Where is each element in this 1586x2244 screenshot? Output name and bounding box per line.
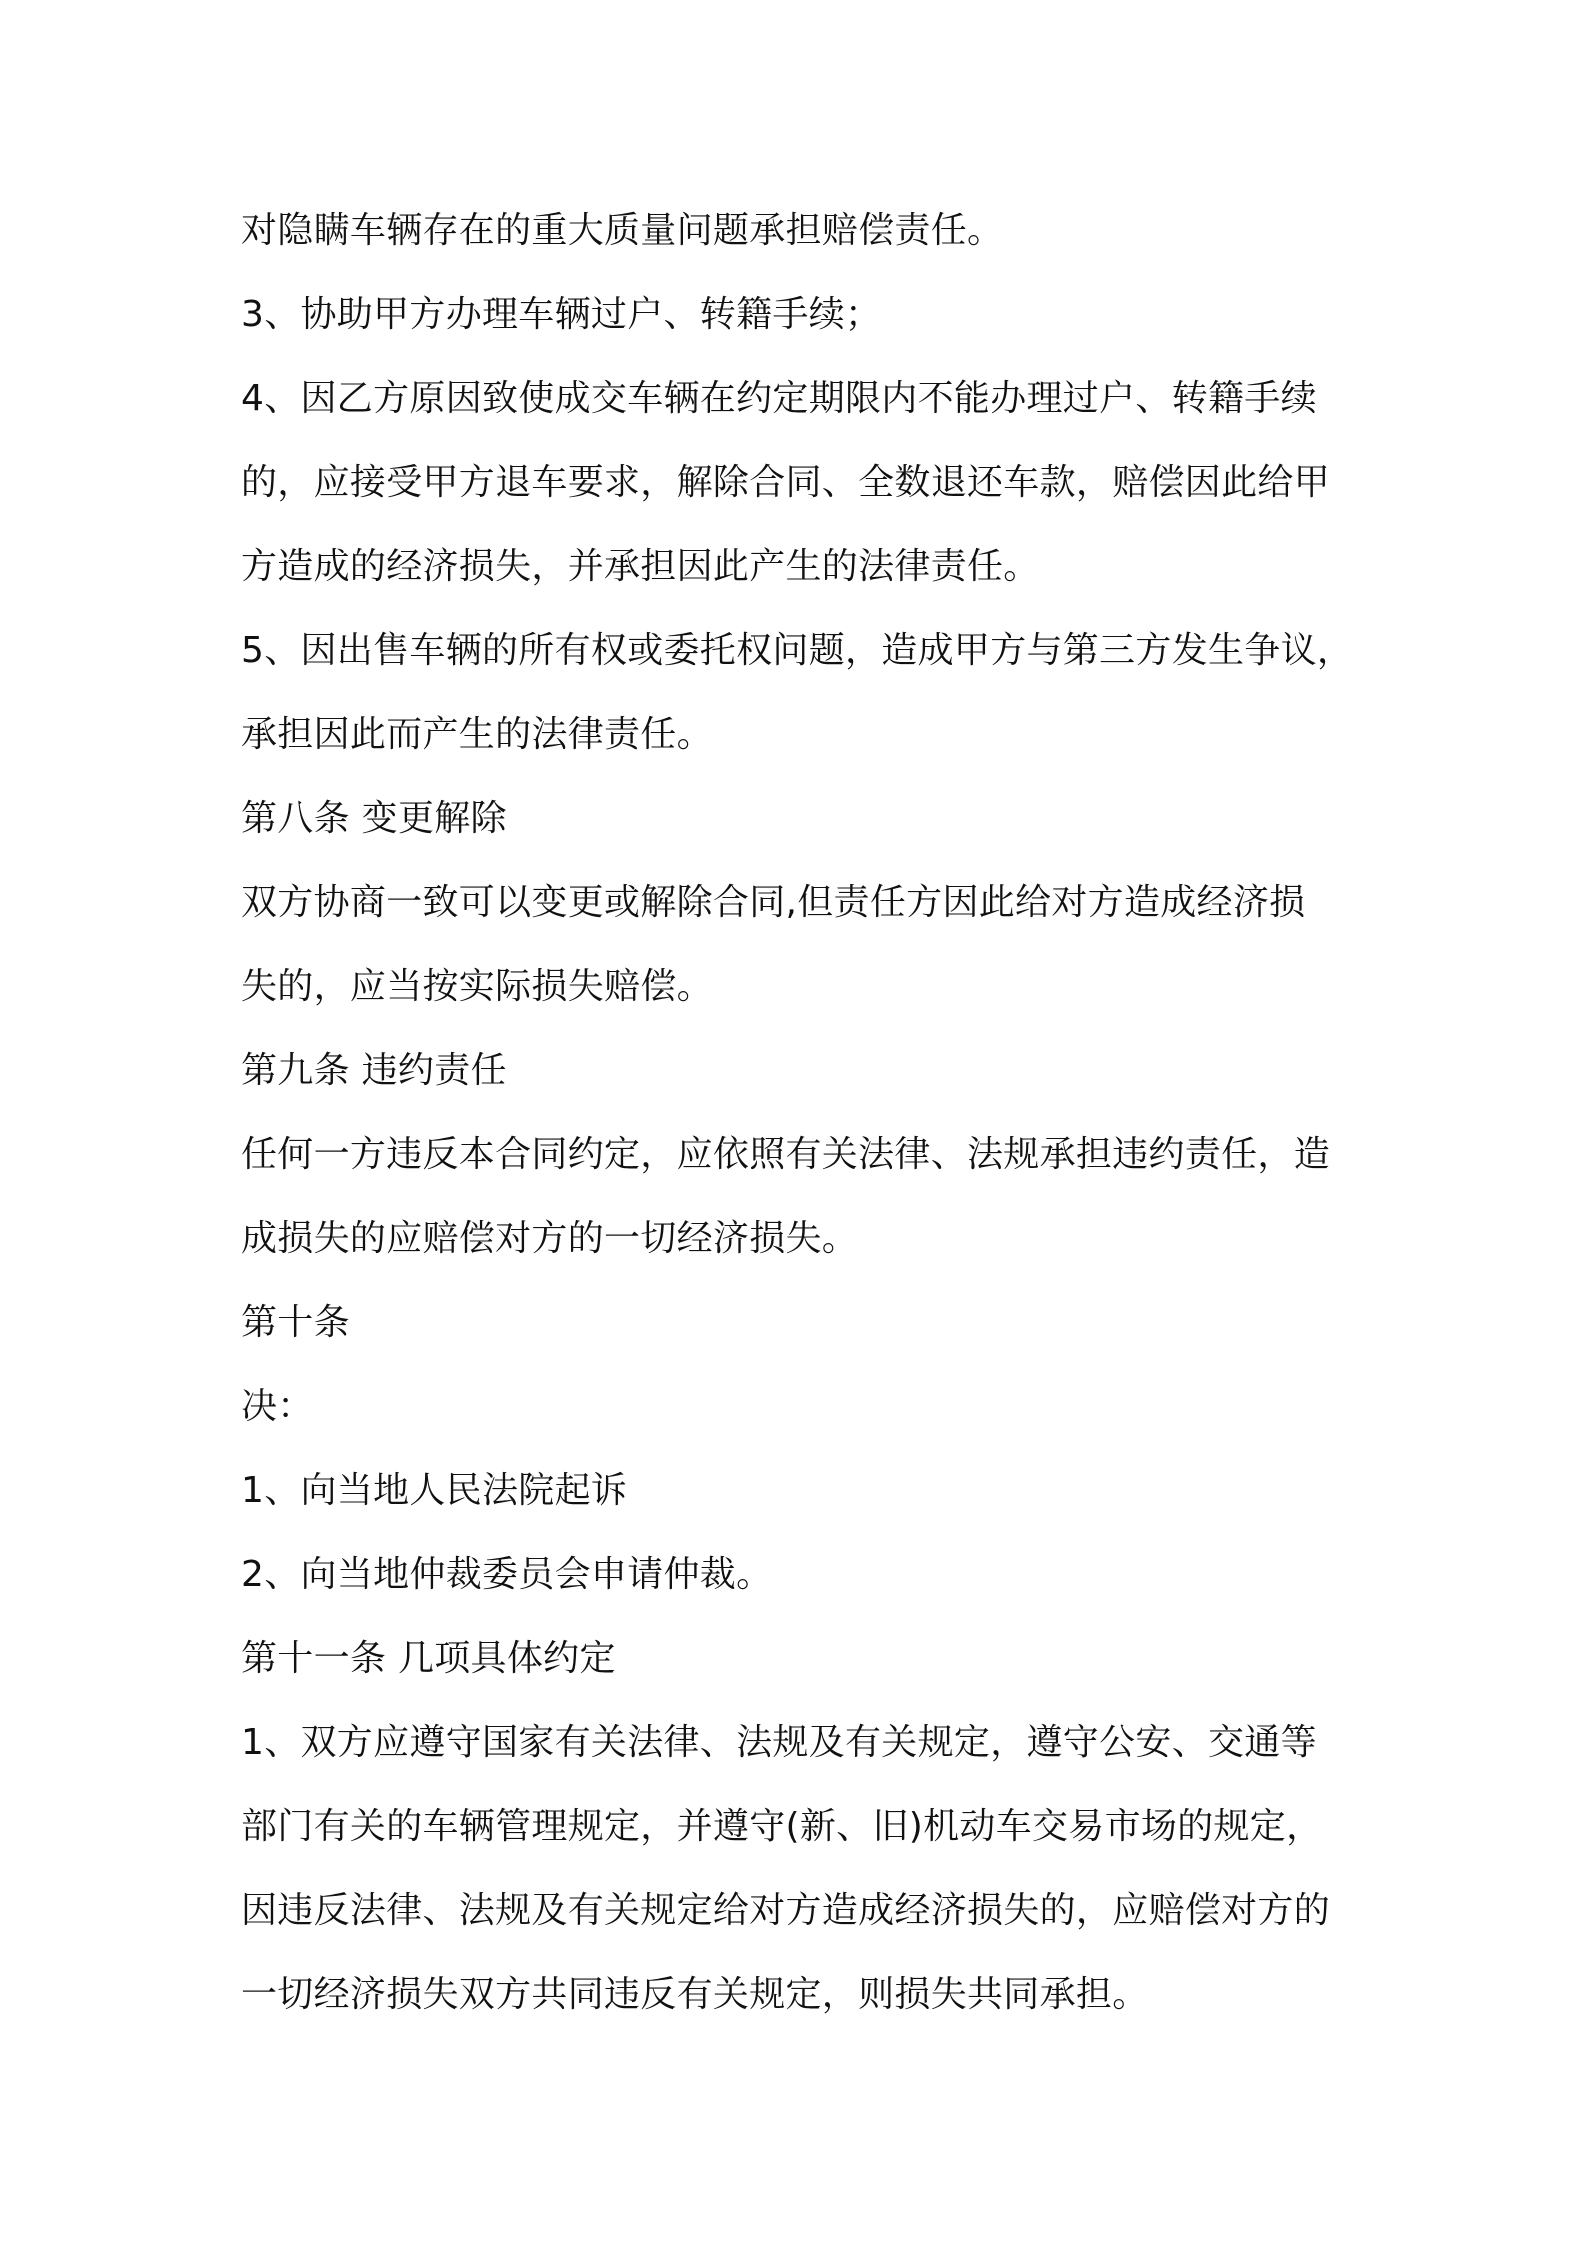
section-heading: 第八条 变更解除 bbox=[241, 798, 507, 839]
text-line: 双方协商一致可以变更或解除合同,但责任方因此给对方造成经济损 bbox=[241, 882, 1306, 923]
section-heading: 第十条 bbox=[241, 1302, 350, 1343]
text-line: 5、因出售车辆的所有权或委托权问题，造成甲方与第三方发生争议， bbox=[241, 630, 1354, 671]
text-line: 对隐瞒车辆存在的重大质量问题承担赔偿责任。 bbox=[241, 210, 1004, 251]
text-line: 1、向当地人民法院起诉 bbox=[241, 1470, 628, 1511]
text-line: 决： bbox=[241, 1386, 314, 1427]
section-heading: 第九条 违约责任 bbox=[241, 1050, 507, 1091]
text-line: 因违反法律、法规及有关规定给对方造成经济损失的，应赔偿对方的 bbox=[241, 1890, 1331, 1931]
text-line: 3、协助甲方办理车辆过户、转籍手续； bbox=[241, 294, 882, 335]
text-line: 的，应接受甲方退车要求，解除合同、全数退还车款，赔偿因此给甲 bbox=[241, 462, 1331, 503]
section-heading: 第十一条 几项具体约定 bbox=[241, 1638, 616, 1679]
text-line: 任何一方违反本合同约定，应依照有关法律、法规承担违约责任，造 bbox=[241, 1134, 1331, 1175]
text-line: 方造成的经济损失，并承担因此产生的法律责任。 bbox=[241, 546, 1040, 587]
text-line: 1、双方应遵守国家有关法律、法规及有关规定，遵守公安、交通等 bbox=[241, 1722, 1317, 1763]
text-line: 部门有关的车辆管理规定，并遵守(新、旧)机动车交易市场的规定， bbox=[241, 1806, 1323, 1847]
text-line: 一切经济损失双方共同违反有关规定，则损失共同承担。 bbox=[241, 1974, 1149, 2015]
document-body bbox=[241, 195, 1371, 2043]
text-line: 2、向当地仲裁委员会申请仲裁。 bbox=[241, 1554, 773, 1595]
text-line: 承担因此而产生的法律责任。 bbox=[241, 714, 713, 755]
text-line: 4、因乙方原因致使成交车辆在约定期限内不能办理过户、转籍手续 bbox=[241, 378, 1317, 419]
text-line: 失的，应当按实际损失赔偿。 bbox=[241, 966, 713, 1007]
text-line: 成损失的应赔偿对方的一切经济损失。 bbox=[241, 1218, 859, 1259]
